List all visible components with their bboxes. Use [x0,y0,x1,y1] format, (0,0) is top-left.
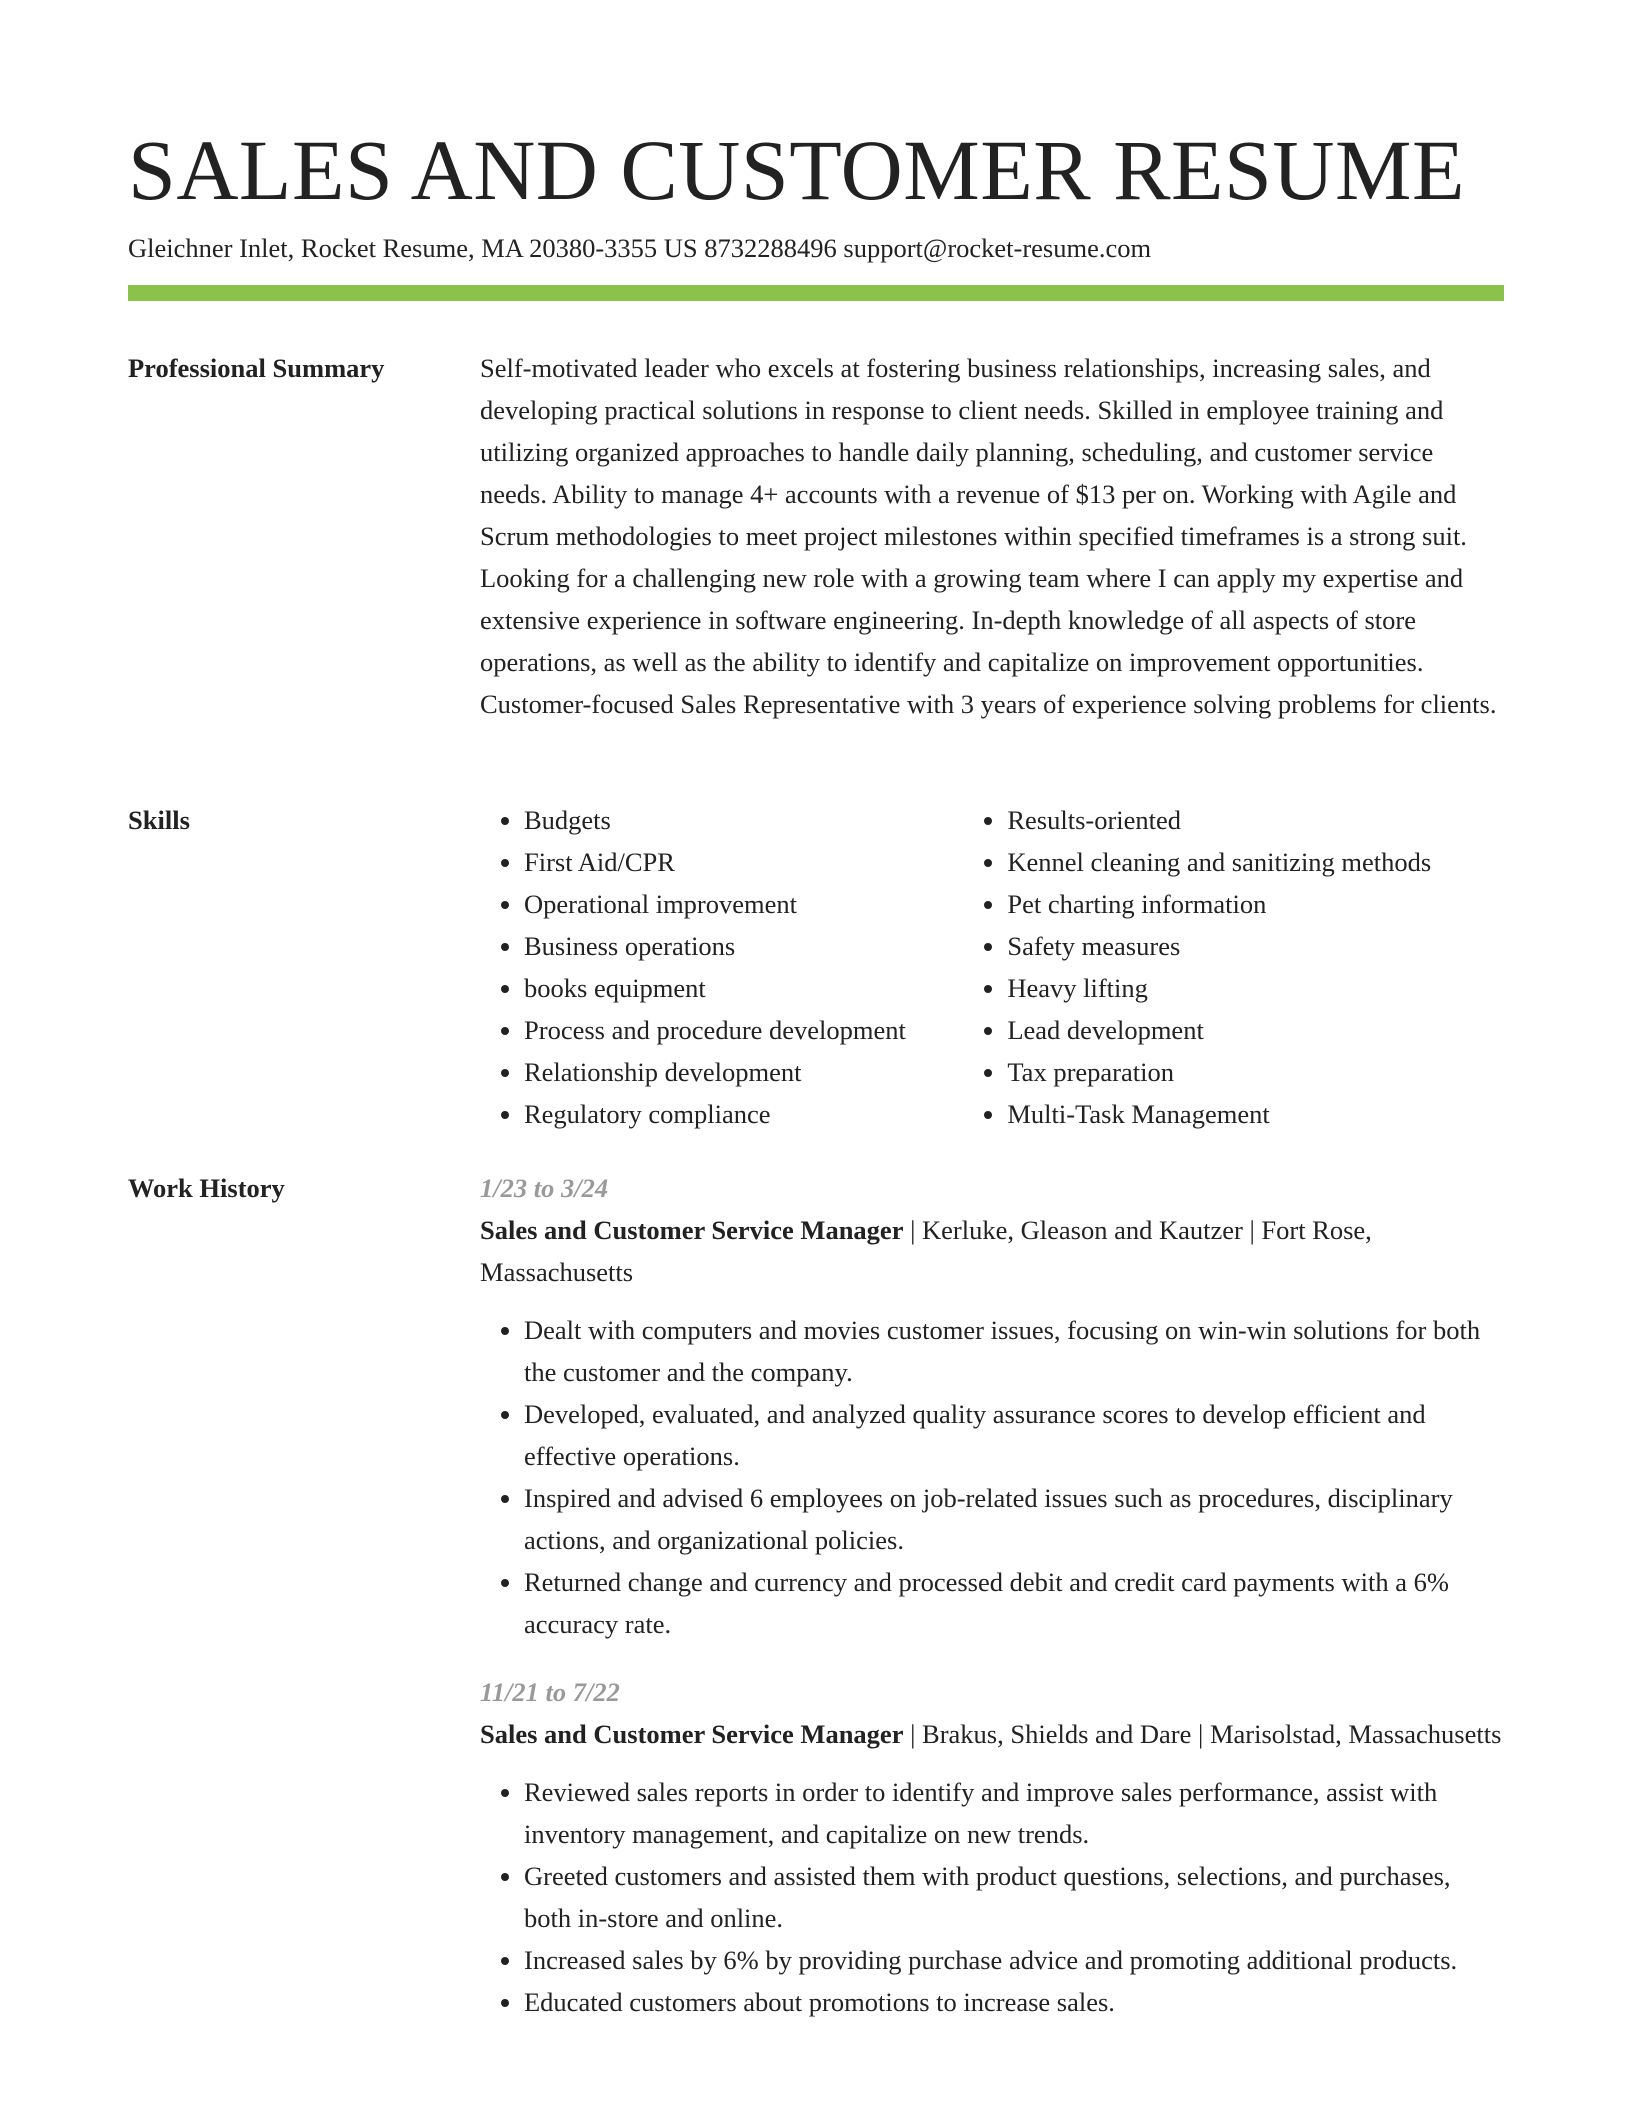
skills-body [480,799,1504,1135]
job-employer-location: | Kerluke, Gleason and Kautzer | Fort Rose, Massachusetts [480,1215,1372,1287]
skill-item: • Tax preparation [1007,1051,1504,1093]
job-title: Sales and Customer Service Manager [480,1215,904,1245]
skills-list-left [480,799,963,1135]
skill-item: • Multi-Task Management [1007,1093,1504,1135]
work-history-heading: Work History [128,1173,285,1203]
skill-item: • Results-oriented [1007,799,1504,841]
job-title-line [480,1713,1504,1755]
skill-item: • Budgets [524,799,963,841]
skills-columns [480,799,1504,1135]
skill-item: • First Aid/CPR [524,841,963,883]
summary-body [480,347,1504,725]
job-bullet: • Developed, evaluated, and analyzed quality assurance scores to develop efficient and effective operations. [524,1393,1504,1477]
job-bullet: • Reviewed sales reports in order to identify and improve sales performance, assist with inventory management, and capitalize on new trends. [524,1771,1504,1855]
skill-item: • Lead development [1007,1009,1504,1051]
job-title: Sales and Customer Service Manager [480,1719,904,1749]
job-bullet-list [480,1309,1504,1645]
job-entry [480,1671,1504,2023]
work-history-body [480,1167,1504,2049]
skill-item: • Operational improvement [524,883,963,925]
skill-item: • Heavy lifting [1007,967,1504,1009]
skill-item: • Business operations [524,925,963,967]
summary-heading: Professional Summary [128,353,385,383]
job-entry [480,1167,1504,1645]
job-bullet: • Dealt with computers and movies customer issues, focusing on win-win solutions for both the customer and the company. [524,1309,1504,1393]
contact-line: Gleichner Inlet, Rocket Resume, MA 20380-3355 US 8732288496 support@rocket-resume.com [128,233,1152,263]
job-bullet: • Returned change and currency and processed debit and credit card payments with a 6% accuracy rate. [524,1561,1504,1645]
skill-item: • Kennel cleaning and sanitizing methods [1007,841,1504,883]
skill-item: • Safety measures [1007,925,1504,967]
resume-name: SALES AND CUSTOMER RESUME [128,122,1465,218]
skill-item: • books equipment [524,967,963,1009]
job-bullet-list [480,1771,1504,2023]
summary-text: Self-motivated leader who excels at fostering business relationships, increasing sales, and developing practical solutions in response to client needs. Skilled in employee training and utilizing organized approaches to handle daily planning, scheduling, and customer service needs. Ability to manage 4+ accounts with a revenue of $13 per on. Working with Agile and Scrum methodologies to meet project milestones within specified timeframes is a strong suit. Looking for a challenging new role with a growing team where I can apply my expertise and extensive experience in software engineering. In-depth knowledge of all aspects of store operations, as well as the ability to identify and capitalize on improvement opportunities. Customer-focused Sales Representative with 3 years of experience solving problems for clients. [480,353,1497,719]
job-bullet: • Educated customers about promotions to increase sales. [524,1981,1504,2023]
job-title-line [480,1209,1504,1293]
job-bullet: • Inspired and advised 6 employees on job-related issues such as procedures, disciplinary actions, and organizational policies. [524,1477,1504,1561]
skills-list-right [963,799,1504,1135]
job-bullet: • Greeted customers and assisted them with product questions, selections, and purchases, both in-store and online. [524,1855,1504,1939]
job-bullet: • Increased sales by 6% by providing purchase advice and promoting additional products. [524,1939,1504,1981]
skill-item: • Pet charting information [1007,883,1504,925]
job-dates: 11/21 to 7/22 [480,1677,620,1707]
skill-item: • Process and procedure development [524,1009,963,1051]
skills-heading: Skills [128,805,190,835]
job-employer-location: | Brakus, Shields and Dare | Marisolstad, Massachusetts [903,1719,1502,1749]
skill-item: • Relationship development [524,1051,963,1093]
skill-item: • Regulatory compliance [524,1093,963,1135]
header-divider [128,285,1504,301]
job-dates: 1/23 to 3/24 [480,1173,609,1203]
